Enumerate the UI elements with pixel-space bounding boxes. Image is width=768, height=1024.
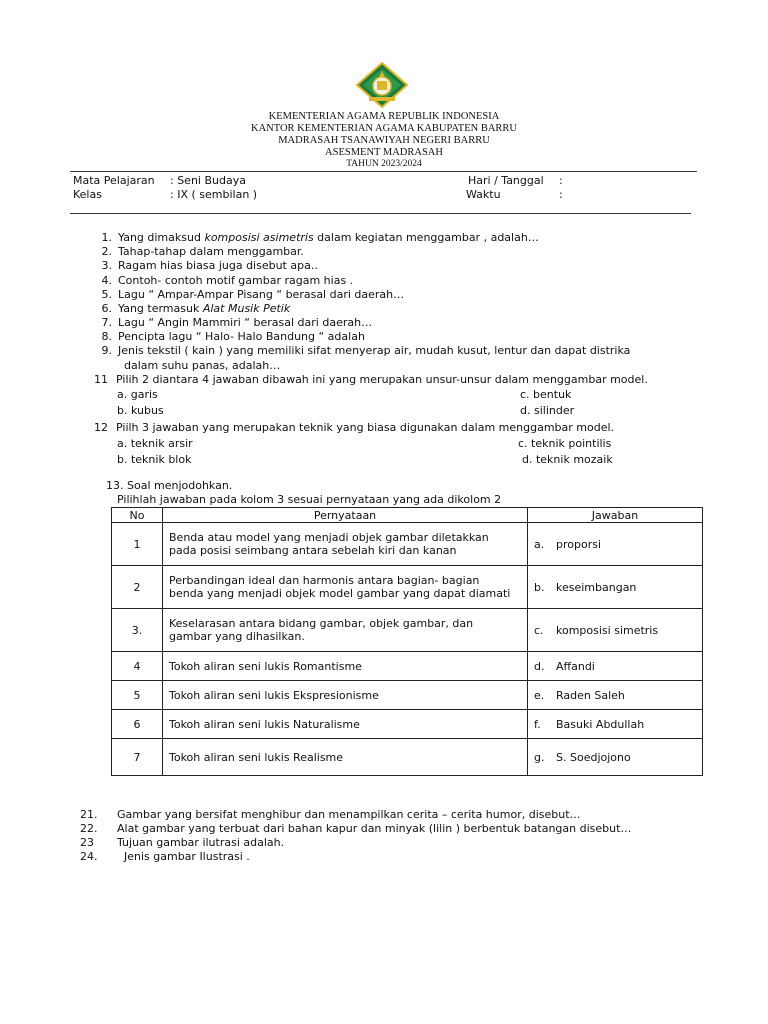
question-22: 22. Alat gambar yang terbuat dari bahan kapur dan minyak (lilin ) berbentuk batangan disebut… — [80, 822, 632, 835]
table-row — [112, 739, 703, 776]
row-statement: Tokoh aliran seni lukis Ekspresionisme — [163, 681, 528, 710]
q12-option-c: c. teknik pointilis — [518, 437, 612, 450]
table-row — [112, 710, 703, 739]
row-number: 7 — [112, 739, 163, 776]
kemenag-emblem-icon — [355, 62, 409, 108]
row-statement: Tokoh aliran seni lukis Romantisme — [163, 652, 528, 681]
subject-value: : Seni Budaya — [170, 174, 246, 187]
row-number: 1 — [112, 523, 163, 566]
time-value: : — [559, 188, 563, 201]
q11-option-c: c. bentuk — [520, 388, 572, 401]
row-answer: f. Basuki Abdullah — [528, 710, 703, 739]
row-statement: Tokoh aliran seni lukis Realisme — [163, 739, 528, 776]
q11-option-a: a. garis — [117, 388, 158, 401]
day-value: : — [559, 174, 563, 187]
question-13-instruction: Pilihlah jawaban pada kolom 3 sesuai pernyataan yang ada dikolom 2 — [117, 493, 502, 506]
question-21: 21. Gambar yang bersifat menghibur dan menampilkan cerita – cerita humor, disebut… — [80, 808, 581, 821]
header-divider — [70, 171, 697, 172]
time-label: Waktu — [466, 188, 501, 201]
q12-option-a: a. teknik arsir — [117, 437, 193, 450]
row-answer: c. komposisi simetris — [528, 609, 703, 652]
header-school: MADRASAH TSANAWIYAH NEGERI BARRU — [278, 135, 490, 146]
subject-label: Mata Pelajaran — [73, 174, 155, 187]
matching-table — [111, 507, 703, 776]
q11-option-b: b. kubus — [117, 404, 164, 417]
header-exam: ASESMENT MADRASAH — [325, 147, 443, 158]
table-row — [112, 523, 703, 566]
class-value: : IX ( sembilan ) — [170, 188, 258, 201]
col-header-statement: Pernyataan — [163, 508, 528, 523]
question-6: 6. Yang termasuk Alat Musik Petik — [101, 302, 291, 315]
row-number: 3. — [112, 609, 163, 652]
row-statement: Tokoh aliran seni lukis Naturalisme — [163, 710, 528, 739]
table-row — [112, 566, 703, 609]
info-divider — [70, 213, 691, 214]
question-1: 1. Yang dimaksud komposisi asimetris dalam kegiatan menggambar , adalah… — [101, 231, 539, 244]
question-8: 8. Pencipta lagu “ Halo- Halo Bandung “ adalah — [101, 330, 365, 343]
row-statement: Perbandingan ideal dan harmonis antara bagian- bagian benda yang menjadi objek model gambar yang dapat diamati — [163, 566, 528, 609]
row-number: 5 — [112, 681, 163, 710]
question-12: 12 Piilh 3 jawaban yang merupakan teknik yang biasa digunakan dalam menggambar model. — [94, 421, 615, 434]
day-label: Hari / Tanggal — [468, 174, 544, 187]
q12-option-b: b. teknik blok — [117, 453, 192, 466]
row-statement: Benda atau model yang menjadi objek gambar diletakkan pada posisi seimbang antara sebelah kiri dan kanan — [163, 523, 528, 566]
question-9: 9. Jenis tekstil ( kain ) yang memiliki sifat menyerap air, mudah kusut, lentur dan dapat distrika — [101, 344, 631, 357]
row-statement: Keselarasan antara bidang gambar, objek gambar, dan gambar yang dihasilkan. — [163, 609, 528, 652]
row-number: 6 — [112, 710, 163, 739]
header-year: TAHUN 2023/2024 — [346, 159, 422, 169]
q11-option-d: d. silinder — [520, 404, 575, 417]
question-7: 7. Lagu “ Angin Mammiri “ berasal dari daerah… — [101, 316, 373, 329]
table-row — [112, 652, 703, 681]
row-answer: e. Raden Saleh — [528, 681, 703, 710]
col-header-no: No — [112, 508, 163, 523]
table-row — [112, 609, 703, 652]
row-answer: b. keseimbangan — [528, 566, 703, 609]
row-answer: g. S. Soedjojono — [528, 739, 703, 776]
question-4: 4. Contoh- contoh motif gambar ragam hias . — [101, 274, 354, 287]
row-number: 2 — [112, 566, 163, 609]
question-11: 11 Pilih 2 diantara 4 jawaban dibawah ini yang merupakan unsur-unsur dalam menggambar model. — [94, 373, 648, 386]
question-5: 5. Lagu “ Ampar-Ampar Pisang “ berasal dari daerah… — [101, 288, 405, 301]
table-row — [112, 681, 703, 710]
header-office: KANTOR KEMENTERIAN AGAMA KABUPATEN BARRU — [250, 123, 518, 134]
question-9-continued: dalam suhu panas, adalah… — [124, 359, 281, 372]
class-label: Kelas — [73, 188, 102, 201]
question-2: 2. Tahap-tahap dalam menggambar. — [101, 245, 304, 258]
question-23: 23 Tujuan gambar ilutrasi adalah. — [80, 836, 285, 849]
q12-option-d: d. teknik mozaik — [522, 453, 613, 466]
question-3: 3. Ragam hias biasa juga disebut apa.. — [101, 259, 318, 272]
row-answer: a. proporsi — [528, 523, 703, 566]
row-answer: d. Affandi — [528, 652, 703, 681]
col-header-answer: Jawaban — [528, 508, 703, 523]
question-13-title: 13. Soal menjodohkan. — [106, 479, 233, 492]
header-ministry: KEMENTERIAN AGAMA REPUBLIK INDONESIA — [268, 111, 500, 122]
row-number: 4 — [112, 652, 163, 681]
question-24: 24. Jenis gambar Ilustrasi . — [80, 850, 250, 863]
table-header-row — [112, 508, 703, 523]
